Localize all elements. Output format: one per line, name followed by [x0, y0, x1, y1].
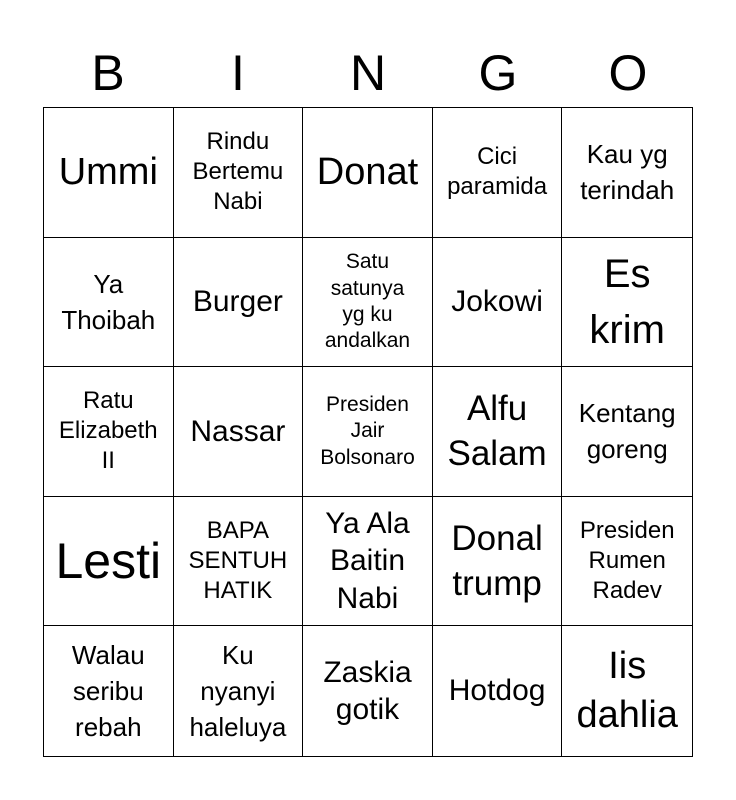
- cell-label: Lesti: [55, 533, 162, 590]
- bingo-cell-r3-c3[interactable]: [303, 367, 433, 497]
- cell-label: Alfu Salam: [447, 388, 547, 474]
- bingo-cell-r4-c4[interactable]: [433, 497, 563, 627]
- bingo-cell-r5-c2[interactable]: [174, 626, 304, 756]
- bingo-cell-r4-c1[interactable]: [44, 497, 174, 627]
- bingo-cell-r5-c1[interactable]: [44, 626, 174, 756]
- header-letter-o: O: [608, 45, 648, 101]
- cell-label: Presiden Rumen Radev: [579, 517, 675, 605]
- bingo-cell-r2-c3[interactable]: [303, 238, 433, 368]
- bingo-cell-r3-c1[interactable]: [44, 367, 174, 497]
- bingo-cell-r1-c3[interactable]: [303, 108, 433, 238]
- cell-label: Ku nyanyi haleluya: [189, 639, 287, 743]
- bingo-cell-r4-c5[interactable]: [562, 497, 692, 627]
- bingo-cell-r2-c5[interactable]: [562, 238, 692, 368]
- bingo-cell-r3-c4[interactable]: [433, 367, 563, 497]
- bingo-cell-r1-c4[interactable]: [433, 108, 563, 238]
- cell-label: Cici paramida: [447, 143, 548, 201]
- bingo-cell-r1-c2[interactable]: [174, 108, 304, 238]
- cell-label: BAPA SENTUH HATIK: [188, 517, 288, 605]
- bingo-cell-r4-c3[interactable]: [303, 497, 433, 627]
- cell-label: Satu satunya yg ku andalkan: [324, 250, 411, 353]
- cell-label: Nassar: [190, 414, 286, 448]
- cell-label: Donat: [316, 150, 419, 193]
- cell-label: Donal trump: [451, 518, 543, 604]
- bingo-cell-r2-c1[interactable]: [44, 238, 174, 368]
- bingo-cell-r4-c2[interactable]: [174, 497, 304, 627]
- cell-label: Hotdog: [448, 674, 546, 708]
- bingo-cell-r5-c4[interactable]: [433, 626, 563, 756]
- cell-label: Ya Ala Baitin Nabi: [325, 506, 410, 615]
- cell-label: Es krim: [589, 251, 665, 352]
- header-letter-b: B: [91, 45, 125, 101]
- cell-label: Presiden Jair Bolsonaro: [320, 393, 415, 469]
- header-letter-i: I: [231, 45, 245, 101]
- bingo-cell-r2-c2[interactable]: [174, 238, 304, 368]
- bingo-cell-r1-c1[interactable]: [44, 108, 174, 238]
- cell-label: Burger: [192, 285, 283, 319]
- header-letter-n: N: [349, 45, 387, 101]
- bingo-cell-r3-c5[interactable]: [562, 367, 692, 497]
- bingo-cell-r5-c5[interactable]: [562, 626, 692, 756]
- header-letter-g: G: [478, 45, 518, 101]
- bingo-cell-r5-c3[interactable]: [303, 626, 433, 756]
- bingo-board: [43, 107, 693, 757]
- cell-label: Kentang goreng: [578, 398, 676, 465]
- bingo-cell-r3-c2[interactable]: [174, 367, 304, 497]
- cell-label: Ratu Elizabeth II: [58, 387, 158, 475]
- cell-label: Ya Thoibah: [61, 268, 156, 335]
- cell-label: Iis dahlia: [576, 644, 678, 737]
- cell-label: Kau yg terindah: [580, 138, 675, 206]
- cell-label: Ummi: [58, 150, 158, 193]
- bingo-cell-r1-c5[interactable]: [562, 108, 692, 238]
- cell-label: Jokowi: [451, 285, 543, 319]
- cell-label: Zaskia gotik: [323, 655, 412, 727]
- cell-label: Rindu Bertemu Nabi: [192, 128, 284, 216]
- cell-label: Walau seribu rebah: [71, 639, 145, 743]
- bingo-cell-r2-c4[interactable]: [433, 238, 563, 368]
- bingo-header: [43, 40, 693, 106]
